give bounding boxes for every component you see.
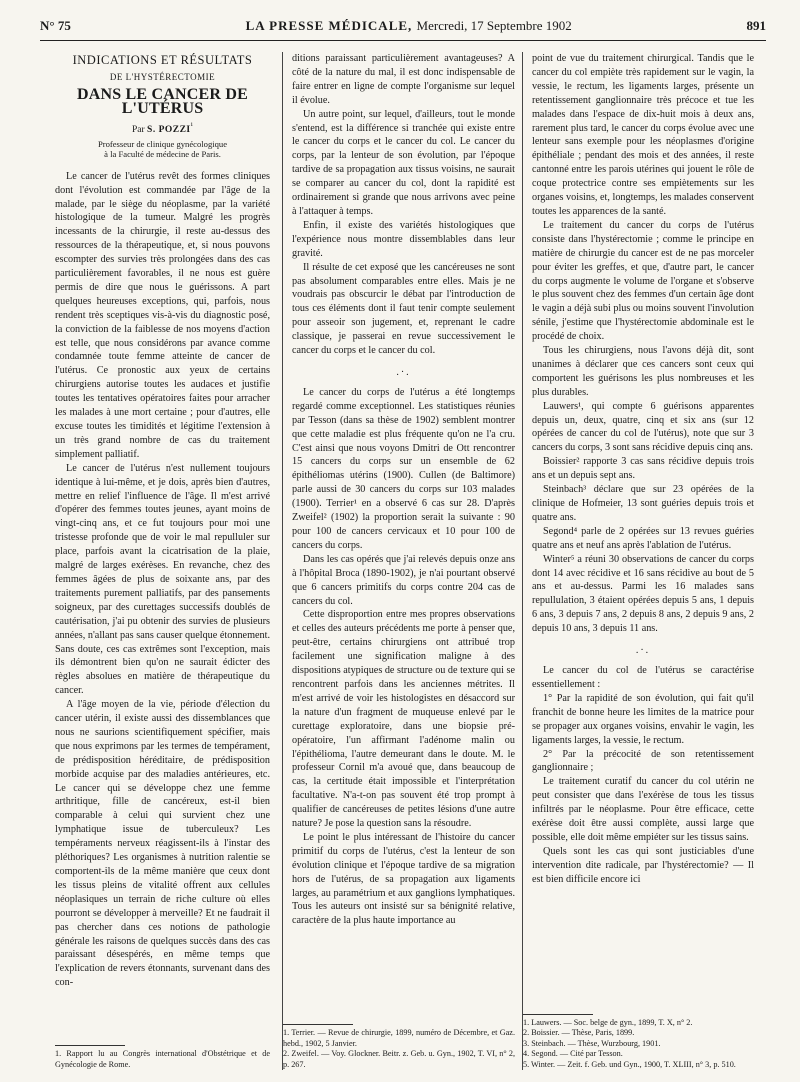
article-title-line-1: INDICATIONS ET RÉSULTATS — [72, 53, 253, 67]
paragraph: Le cancer du col de l'utérus se caractérise essentiellement : — [532, 665, 754, 690]
section-separator: .·. — [635, 645, 651, 657]
column-3 — [522, 52, 754, 1070]
paragraph: Steinbach³ déclare que sur 23 opérées de la clinique de Hofmeier, 13 sont guéries depuis trois et quatre ans. — [532, 484, 754, 523]
footnote-rule — [523, 1014, 593, 1015]
page-header — [40, 18, 766, 41]
paragraph: Le cancer du corps de l'utérus a été longtemps regardé comme exceptionnel. Les statistiques réunies par Tesson (dans sa thèse de 1902) semblent montrer que cette maladie est plus fréquente qu'on ne l'a cru. C'est ainsi que nous voyons Dmitri de Ott rencontrer 15 cancers du corps sur un ensemble de 62 épithéliomas utérins (1900). Cullen (de Baltimore) parle aussi de 30 cancers du corps sur 103 malades (1900). Terrier¹ en a observé 6 cas sur 28. D'après Zweifel² (1902) la proportion serait la suivante : 90 pour 100 de cancers cervicaux et 10 pour 100 de cancers du corps. — [292, 386, 515, 551]
paragraph: Segond⁴ parle de 2 opérées sur 13 revues guéries quatre ans et neuf ans après l'ablation de l'utérus. — [532, 525, 754, 551]
footnote-rule — [55, 1045, 125, 1046]
affiliation-line-2: à la Faculté de médecine de Paris. — [104, 149, 221, 160]
page-number: 891 — [746, 18, 766, 33]
paragraph: Le cancer de l'utérus revêt des formes cliniques dont l'évolution est commandée par l'âge de la malade, par le siège du néoplasme, par la variété histologique de la tumeur. Malgré les progrès incessants de la chirurgie, il reste au-dessus des ressources de la thérapeutique, et, si nous pouvons escompter des survies très prolongées dans des cas particulièrement favorables, il ne nous est guère permis de dire que nous le guérissons. A part quelques heureuses exceptions, qui, parfois, nous rendent très sceptiques vis-à-vis du diagnostic posé, la conviction de la faiblesse de nos moyens d'action est telle, que nous considérons par avance comme condamnée toute femme atteinte de cancer de l'utérus. Ce pronostic aux yeux de certains chirurgiens autorise toutes les audaces et justifie toutes les tentatives opératoires faites pour arracher les malades à une mort certaine ; pour d'autres, elle excuse toutes les timidités et légitime l'extension à un très grand nombre de cas du traitement simplement palliatif. — [55, 170, 270, 460]
footnotes — [55, 1045, 270, 1070]
footnote: 3. Steinbach. — Thèse, Wurzbourg, 1901. — [523, 1038, 661, 1048]
paragraph: point de vue du traitement chirurgical. Tandis que le cancer du col empiète très rapidement sur le vagin, la vessie, le rectum, les ligaments larges, présente un retentissement ganglionnaire très précoce et tue les malades dans l'espace de dix-huit mois à deux ans, rarement plus tard, le cancer du corps évolue avec une lenteur sans exemple pour les néoplasmes d'origine épithéliale ; pendant des mois et des années, il reste cantonné entre les parois utérines qui jouent le rôle de coque protectrice contre ses empiètements sur les organes voisins, et, longtemps, les malades conservent toutes les apparences de la santé. — [532, 53, 754, 217]
paragraph: Tous les chirurgiens, nous l'avons déjà dit, sont unanimes à déclarer que ces cancers sont ceux qui comportent les guérisons les plus nombreuses et les plus durables. — [532, 345, 754, 398]
paragraph: Boissier² rapporte 3 cas sans récidive depuis trois ans et un depuis sept ans. — [532, 456, 754, 482]
paragraph: ditions paraissant particulièrement avantageuses? A côté de la nature du mal, il est donc indispensable de faire entrer en ligne de compte l'organisme sur lequel il évolue. — [292, 53, 515, 106]
paragraph: Quels sont les cas qui sont justiciables d'une intervention dite radicale, par l'hystérectomie? — Il est bien difficile encore ici — [532, 845, 754, 885]
paragraph: 2° Par la précocité de son retentissement ganglionnaire ; — [532, 748, 754, 774]
paragraph: Le cancer de l'utérus n'est nullement toujours identique à lui-même, et je dois, après bien d'autres, mettre en relief l'influence de l'âge. Il m'est arrivé d'opérer des femmes toutes jeunes, ayant moins de vingt-cinq ans, et ce fut toujours pour moi une tristesse profonde que de voir le mal repulluler sur place, parfois avant la cicatrisation de la plaie, malgré de larges exérèses. En revanche, chez des femmes âgées de plus de soixante ans, par des traitements purement palliatifs, par des pansements soigneux, par des curettages successifs doublés de cautérisation, j'ai pu obtenir des survies de plusieurs années, n'allant pas sans causer quelque étonnement. Sans doute, ces cas extrêmes sont l'exception, mais ils démontrent bien qu'on ne saurait édicter des règles absolues en matière de thérapeutique du cancer. — [55, 462, 270, 697]
article-title-line-2: DE L'HYSTÉRECTOMIE — [109, 71, 216, 82]
column-1 — [55, 52, 270, 1070]
paragraph: Un autre point, sur lequel, d'ailleurs, tout le monde s'entend, est la différence si tranchée qui existe entre le cancer du corps et le cancer du col. Le cancer du corps, par la lenteur de son évolution, par l'époque tardive de sa propagation aux tissus voisins, ne saurait se comparer au cancer du col, dont la rapidité est ordinairement si grande que nous arrivons avec peine à l'attaquer à temps. — [292, 108, 515, 217]
paragraph: Winter⁵ a réuni 30 observations de cancer du corps dont 14 avec récidive et 16 sans récidive au bout de 5 ans et au-dessus. Parmi les 16 malades sans repullulation, 3 étaient opérées depuis 5 ans, 1 depuis 6 ans, 3 depuis 7 ans, 2 depuis 8 ans, 2 depuis 9 ans, 2 depuis 10 ans, 3 depuis 11 ans. — [532, 553, 754, 635]
paragraph: Il résulte de cet exposé que les cancéreuses ne sont pas absolument comparables entre elles. Mais je ne voudrais pas obscurcir le débat par l'introduction de tous ces éléments dont il faut tenir compte seulement pour asseoir son jugement, et, reprenant le cadre classique, je passerai en revue successivement le cancer du corps et le cancer du col. — [292, 261, 515, 357]
footnote: 1. Rapport lu au Congrès international d'Obstétrique et de Gynécologie de Rome. — [55, 1049, 270, 1069]
paragraph: Dans les cas opérés que j'ai relevés depuis onze ans à l'hôpital Broca (1890-1902), je n'ai pourtant observé que 6 cancers primitifs du corps contre 204 cas de cancers du col. — [292, 553, 515, 607]
author-line — [55, 119, 270, 138]
paragraph: Lauwers¹, qui compte 6 guérisons apparentes depuis un, deux, quatre, cinq et six ans (sur 12 opérées de cancer du col de l'utérus), note que sur 3 cancers du corps, 3 sont sans récidive depuis cinq ans. — [532, 400, 754, 454]
paragraph: Enfin, il existe des variétés histologiques que l'expérience nous montre dissemblables dans leur gravité. — [292, 219, 515, 259]
issue-date: Mercredi, 17 Septembre 1902 — [416, 18, 572, 33]
footnote: 2. Boissier. — Thèse, Paris, 1899. — [523, 1028, 635, 1038]
footnote-rule — [283, 1024, 353, 1025]
paragraph: A l'âge moyen de la vie, période d'élection du cancer utérin, il existe aussi des dissemblances que nous ne saurions scientifiquement spécifier, mais que nous exprimons par les termes de tempérament, de prédisposition héréditaire, de prédisposition morbide acquise par des maladies antérieures, etc. Le cancer qui se développe chez une femme arthritique, fille de cancéreux, est-il bien comparable à celui qui survient chez une lymphatique issue de tuberculeux? Les tempéraments nerveux réagissent-ils à l'instar des pléthoriques? Les organismes à nutrition ralentie se comportent-ils de la même manière que ceux dont les tissus pleins de vitalité offrent aux cellules néoplasiques un terrain de riche culture où elles pourront se développer à merveille? Et ne faudrait il pas chercher dans ces notions de pathologie générale les raisons de quelques succès dans des cas paraissant désespérés, en même temps que l'explication de revers étonnants, survenant dans des con- — [55, 699, 270, 989]
paragraph: Le point le plus intéressant de l'histoire du cancer primitif du corps de l'utérus, c'est la lenteur de son évolution clinique et l'époque tardive de sa migration hors de l'utérus, de sa propagation aux ligaments larges, au paramétrium et aux ganglions lymphatiques. Tous les auteurs ont insisté sur sa bénignité relative, caractère de la plus haute importance au — [292, 831, 515, 927]
affiliation-line-1: Professeur de clinique gynécologique — [97, 138, 228, 149]
footnote: 1. Lauwers. — Soc. belge de gyn., 1899, T. X, n° 2. — [523, 1017, 693, 1027]
section-separator: .·. — [396, 366, 411, 378]
author-prefix: Par — [131, 124, 145, 135]
article-title-line-3: DANS LE CANCER DE L'UTÉRUS — [77, 85, 248, 117]
footnotes — [522, 1014, 754, 1070]
journal-name: LA PRESSE MÉDICALE, — [245, 18, 413, 33]
footnote: 2. Zweifel. — Voy. Glockner. Beitr. z. Geb. u. Gyn., 1902, T. VI, n° 2, p. 267. — [283, 1049, 515, 1069]
footnote: 5. Winter. — Zeit. f. Geb. und Gyn., 1900, T. XLIII, n° 3, p. 510. — [523, 1059, 736, 1069]
author-name: S. POZZI — [147, 124, 191, 135]
paragraph: 1° Par la rapidité de son évolution, qui fait qu'il franchit de bonne heure les limites de la matrice pour se propager aux organes voisins, envahir le vagin, les ligaments larges, la vessie, le rectum. — [532, 692, 754, 746]
author-note-marker: ¹ — [190, 120, 194, 130]
issue-number: N° 75 — [40, 18, 71, 33]
column-2 — [282, 52, 515, 1070]
footnote: 1. Terrier. — Revue de chirurgie, 1899, numéro de Décembre, et Gaz. hebd., 1902, 5 Janvier. — [283, 1028, 515, 1048]
paragraph: Cette disproportion entre mes propres observations et celles des auteurs précédents me porte à penser que, peut-être, certains chirurgiens ont attribué trop facilement une signification maligne à des dispositions atypiques de structure ou de texture qui se rencontrent parfois dans les anciennes métrites. Il m'est arrivé de voir les histologistes en désaccord sur la nature d'un fragment de muqueuse enlevé par le curettage exploratoire, dans une biopsie pré-opératoire, l'un affirmant l'adénome malin ou l'épithélioma, l'autre demeurant dans le doute. M. le professeur Cornil m'a avoué que, dans beaucoup de cas, la certitude était impossible et l'interprétation facultative. N'a-t-on pas souvent été trop prompt à qualifier de cancéreuses de petites lésions d'une autre nature? Je pose la question sans la résoudre. — [292, 609, 515, 830]
footnote: 4. Segond. — Cité par Tesson. — [523, 1049, 623, 1059]
paragraph: Le traitement du cancer du corps de l'utérus consiste dans l'hystérectomie ; comme le principe en matière de chirurgie du cancer est de ne pas morceler pour éviter les greffes, et que, d'autre part, le cancer du corps augmente le volume de l'organe et s'observe le plus souvent chez des femmes d'un certain âge dont le vagin a déjà subi plus ou moins souvent l'involution sénile, j'estime que l'hystérectomie abdominale est le procédé de choix. — [532, 219, 754, 343]
footnotes — [282, 1024, 515, 1070]
journal-masthead — [246, 18, 572, 34]
paragraph: Le traitement curatif du cancer du col utérin ne peut consister que dans l'exérèse de tous les tissus infiltrés par le néoplasme. Pour être efficace, cette exérèse doit être aussi complète, aussi large que possible, elle doit même empiéter sur les tissus sains. — [532, 776, 754, 843]
author-affiliation — [55, 139, 270, 160]
